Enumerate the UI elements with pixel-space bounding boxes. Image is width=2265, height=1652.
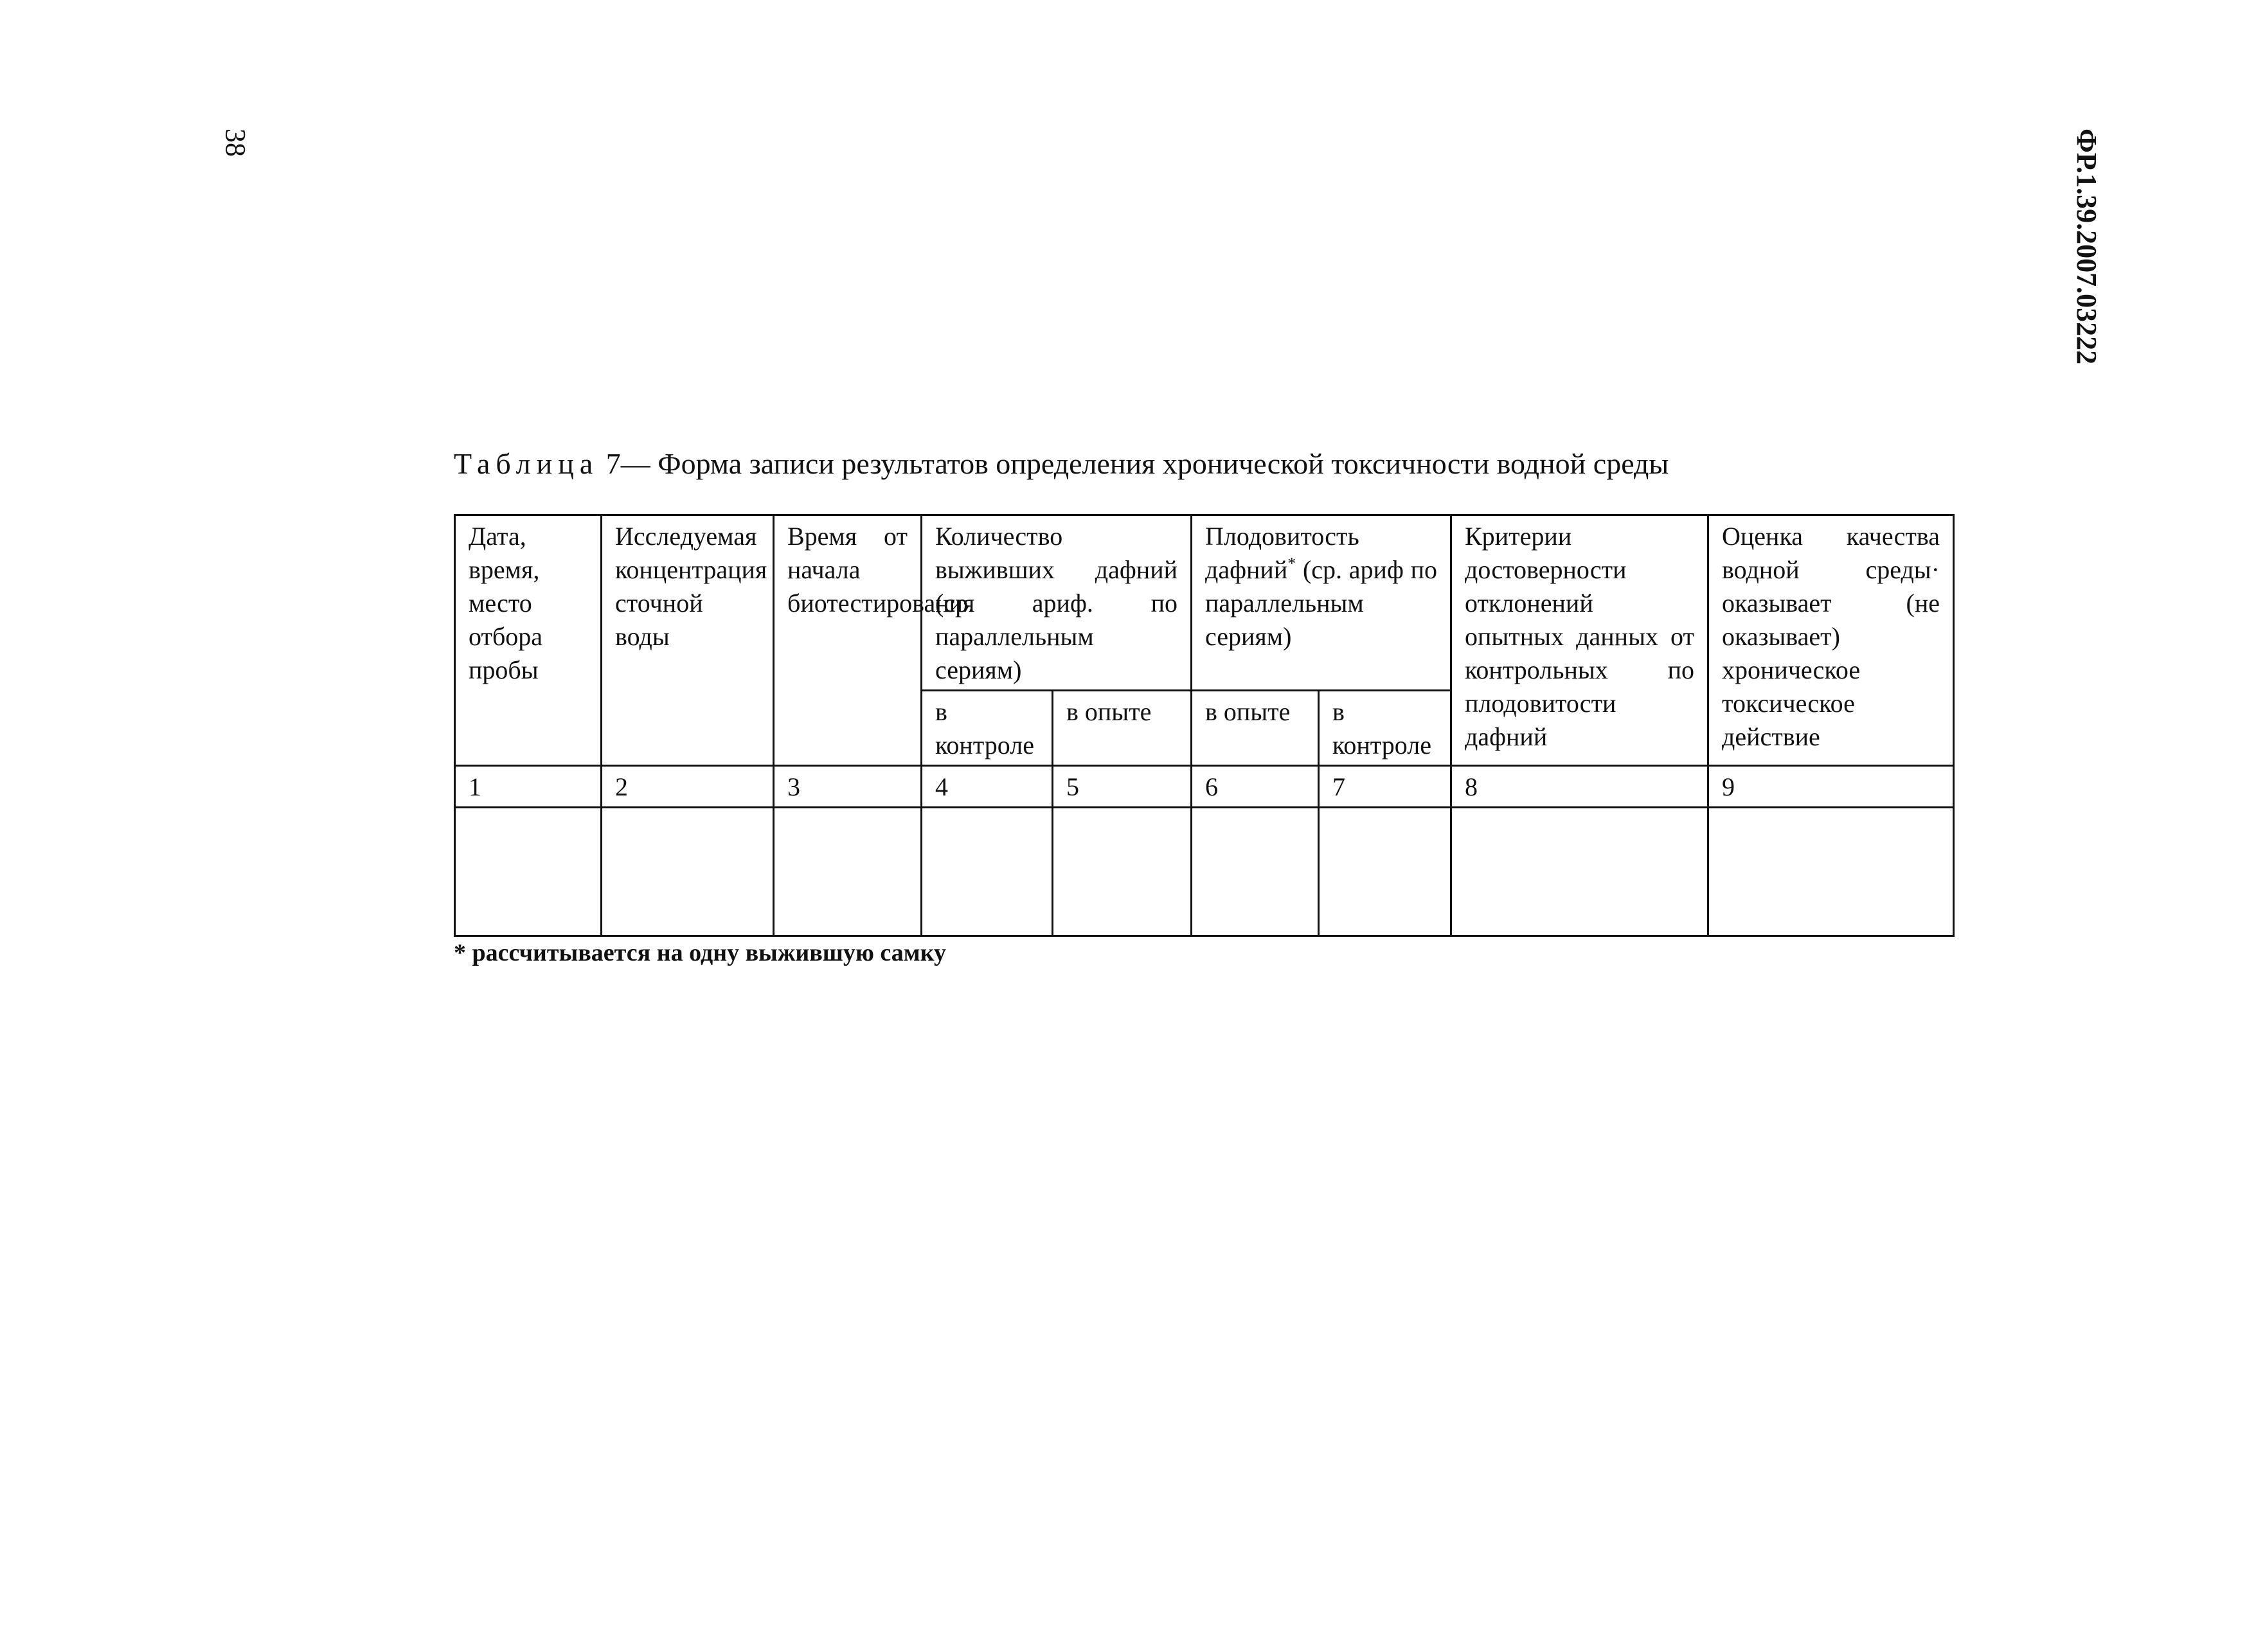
header-concentration: Исследуемая концентрация сточной воды xyxy=(602,515,774,766)
subheader-fertility-control: в контроле xyxy=(1319,691,1451,766)
data-cell xyxy=(455,808,602,936)
caption-label: Таблица xyxy=(454,447,599,480)
subheader-survival-experiment: в опыте xyxy=(1053,691,1192,766)
header-quality-assessment: Оценка качества водной среды· оказывает (не оказывает) хроническое токсическое действие xyxy=(1708,515,1954,766)
column-number: 7 xyxy=(1319,766,1451,808)
header-date-time-place: Дата, время, место отбора пробы xyxy=(455,515,602,766)
header-time-from-start: Время от начала биотестирования xyxy=(774,515,922,766)
data-cell xyxy=(1319,808,1451,936)
subheader-survival-control: в контроле xyxy=(922,691,1053,766)
header-surviving-daphnia: Количество выживших дафний (ср. ариф. по параллельным сериям) xyxy=(922,515,1192,691)
column-number: 2 xyxy=(602,766,774,808)
empty-data-row xyxy=(455,808,1954,936)
column-number: 1 xyxy=(455,766,602,808)
fertility-label-start: Плодовитость дафний xyxy=(1205,522,1359,584)
results-form-table xyxy=(454,514,1955,937)
data-cell xyxy=(1192,808,1319,936)
fertility-footnote-mark: * xyxy=(1287,554,1296,573)
column-number: 8 xyxy=(1451,766,1708,808)
page-number: 38 xyxy=(220,129,251,157)
data-cell xyxy=(774,808,922,936)
column-number: 6 xyxy=(1192,766,1319,808)
subheader-fertility-experiment: в опыте xyxy=(1192,691,1319,766)
column-number: 3 xyxy=(774,766,922,808)
column-number: 5 xyxy=(1053,766,1192,808)
data-cell xyxy=(922,808,1053,936)
data-cell xyxy=(602,808,774,936)
table-caption xyxy=(454,445,1669,483)
data-cell xyxy=(1708,808,1954,936)
header-reliability-criteria: Критерии достоверности отклонений опытных данных от контрольных по плодовитости дафний xyxy=(1451,515,1708,766)
caption-number: 7 xyxy=(605,447,621,480)
caption-text: — Форма записи результатов определения хронической токсичности водной среды xyxy=(620,447,1669,480)
header-fertility xyxy=(1192,515,1451,691)
data-cell xyxy=(1053,808,1192,936)
data-cell xyxy=(1451,808,1708,936)
column-number-row xyxy=(455,766,1954,808)
document-code: ФР.1.39.2007.03222 xyxy=(2071,129,2102,365)
column-number: 9 xyxy=(1708,766,1954,808)
column-number: 4 xyxy=(922,766,1053,808)
footnote: * рассчитывается на одну выжившую самку xyxy=(454,939,946,966)
fertility-label-end: (ср. ариф по параллельным сериям) xyxy=(1205,555,1437,651)
